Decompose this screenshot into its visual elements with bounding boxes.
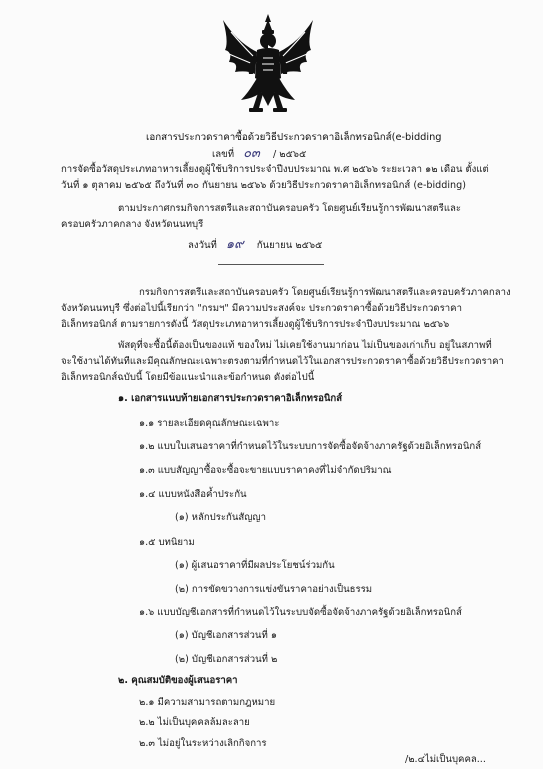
item-1-4-sub-1: (๑) หลักประกันสัญญา — [175, 512, 266, 523]
item-2-3: ๒.๓ ไม่อยู่ในระหว่างเลิกกิจการ — [139, 738, 267, 749]
intro-line-1: กรมกิจการสตรีและสถาบันครอบครัว โดยศูนย์เรียนรู้การพัฒนาสตรีและครอบครัวภาคกลาง — [139, 287, 511, 298]
item-1-2: ๑.๒ แบบใบเสนอราคาที่กำหนดไว้ในระบบการจัดซื้อจัดจ้างภาครัฐด้วยอิเล็กทรอนิกส์ — [139, 441, 482, 452]
date-prefix: ลงวันที่ — [188, 240, 217, 251]
item-2-1: ๒.๑ มีความสามารถตามกฎหมาย — [139, 697, 276, 708]
document-title: เอกสารประกวดราคาซื้อด้วยวิธีประกวดราคาอิเล็กทรอนิกส์(e-bidding — [146, 132, 442, 143]
intro-line-2: จังหวัดนนทบุรี ซึ่งต่อไปนี้เรียกว่า "กรมฯ" มีความประสงค์จะ ประกวดราคาซื้อด้วยวิธีประกวดราคา — [61, 303, 462, 314]
intro-line-3: อิเล็กทรอนิกส์ ตามรายการดังนี้ วัสดุประเภทอาหารเลี้ยงดูผู้ใช้บริการประจำปีงบประมาณ ๒๕๖๖ — [61, 319, 450, 330]
item-1-5-sub-1: (๑) ผู้เสนอราคาที่มีผลประโยชน์ร่วมกัน — [175, 560, 335, 571]
item-1-6: ๑.๖ แบบบัญชีเอกสารที่กำหนดไว้ในระบบจัดซื้อจัดจ้างภาครัฐด้วยอิเล็กทรอนิกส์ — [139, 607, 462, 618]
document-number — [212, 148, 306, 161]
item-2-2: ๒.๒ ไม่เป็นบุคคลล้มละลาย — [139, 717, 250, 728]
document-date — [188, 239, 322, 252]
item-1-1: ๑.๑ รายละเอียดคุณลักษณะเฉพาะ — [139, 418, 280, 429]
number-handwritten: ๐๓ — [243, 146, 260, 161]
section-2-heading: ๒. คุณสมบัติของผู้เสนอราคา — [118, 675, 238, 686]
continuation-note: /๒.๔ไม่เป็นบุคคล... — [405, 754, 486, 765]
number-suffix: / ๒๕๖๕ — [273, 149, 307, 160]
garuda-emblem-icon — [219, 12, 317, 114]
subject-line-2: วันที่ ๑ ตุลาคม ๒๕๖๕ ถึงวันที่ ๓๐ กันยายน ๒๕๖๖ ด้วยวิธีประกวดราคาอิเล็กทรอนิกส์ (e-bidding) — [61, 180, 466, 191]
para2-line-1: พัสดุที่จะซื้อนี้ต้องเป็นของแท้ ของใหม่ ไม่เคยใช้งานมาก่อน ไม่เป็นของเก่าเก็บ อยู่ในสภาพที่ — [118, 340, 492, 351]
date-suffix: กันยายน ๒๕๖๕ — [256, 240, 323, 251]
title-divider — [218, 264, 324, 265]
date-handwritten: ๑๙ — [225, 237, 244, 252]
item-1-4: ๑.๔ แบบหนังสือค้ำประกัน — [139, 489, 247, 500]
item-1-3: ๑.๓ แบบสัญญาซื้อจะซื้อจะขายแบบราคาคงที่ไม่จำกัดปริมาณ — [139, 465, 392, 476]
item-1-5-sub-2: (๒) การขัดขวางการแข่งขันราคาอย่างเป็นธรรม — [175, 584, 373, 595]
item-1-5: ๑.๕ บทนิยาม — [139, 537, 195, 548]
para2-line-2: จะใช้งานได้ทันทีและมีคุณลักษณะเฉพาะตรงตามที่กำหนดไว้ในเอกสารประกวดราคาซื้อด้วยวิธีประกวดราคา — [61, 356, 504, 367]
announce-line-1: ตามประกาศกรมกิจการสตรีและสถาบันครอบครัว โดยศูนย์เรียนรู้การพัฒนาสตรีและ — [118, 203, 462, 214]
section-1-heading: ๑. เอกสารแนบท้ายเอกสารประกวดราคาอิเล็กทรอนิกส์ — [118, 393, 343, 404]
subject-line-1: การจัดซื้อวัสดุประเภทอาหารเลี้ยงดูผู้ใช้บริการประจำปีงบประมาณ พ.ศ ๒๕๖๖ ระยะเวลา ๑๒ เดือน ตั้งแต่ — [61, 164, 489, 175]
announce-line-2: ครอบครัวภาคกลาง จังหวัดนนทบุรี — [61, 219, 204, 230]
item-1-6-sub-1: (๑) บัญชีเอกสารส่วนที่ ๑ — [175, 630, 277, 641]
para2-line-3: อิเล็กทรอนิกส์ฉบับนี้ โดยมีข้อแนะนำและข้อกำหนด ดังต่อไปนี้ — [61, 372, 315, 383]
number-prefix: เลขที่ — [212, 149, 235, 160]
item-1-6-sub-2: (๒) บัญชีเอกสารส่วนที่ ๒ — [175, 654, 278, 665]
